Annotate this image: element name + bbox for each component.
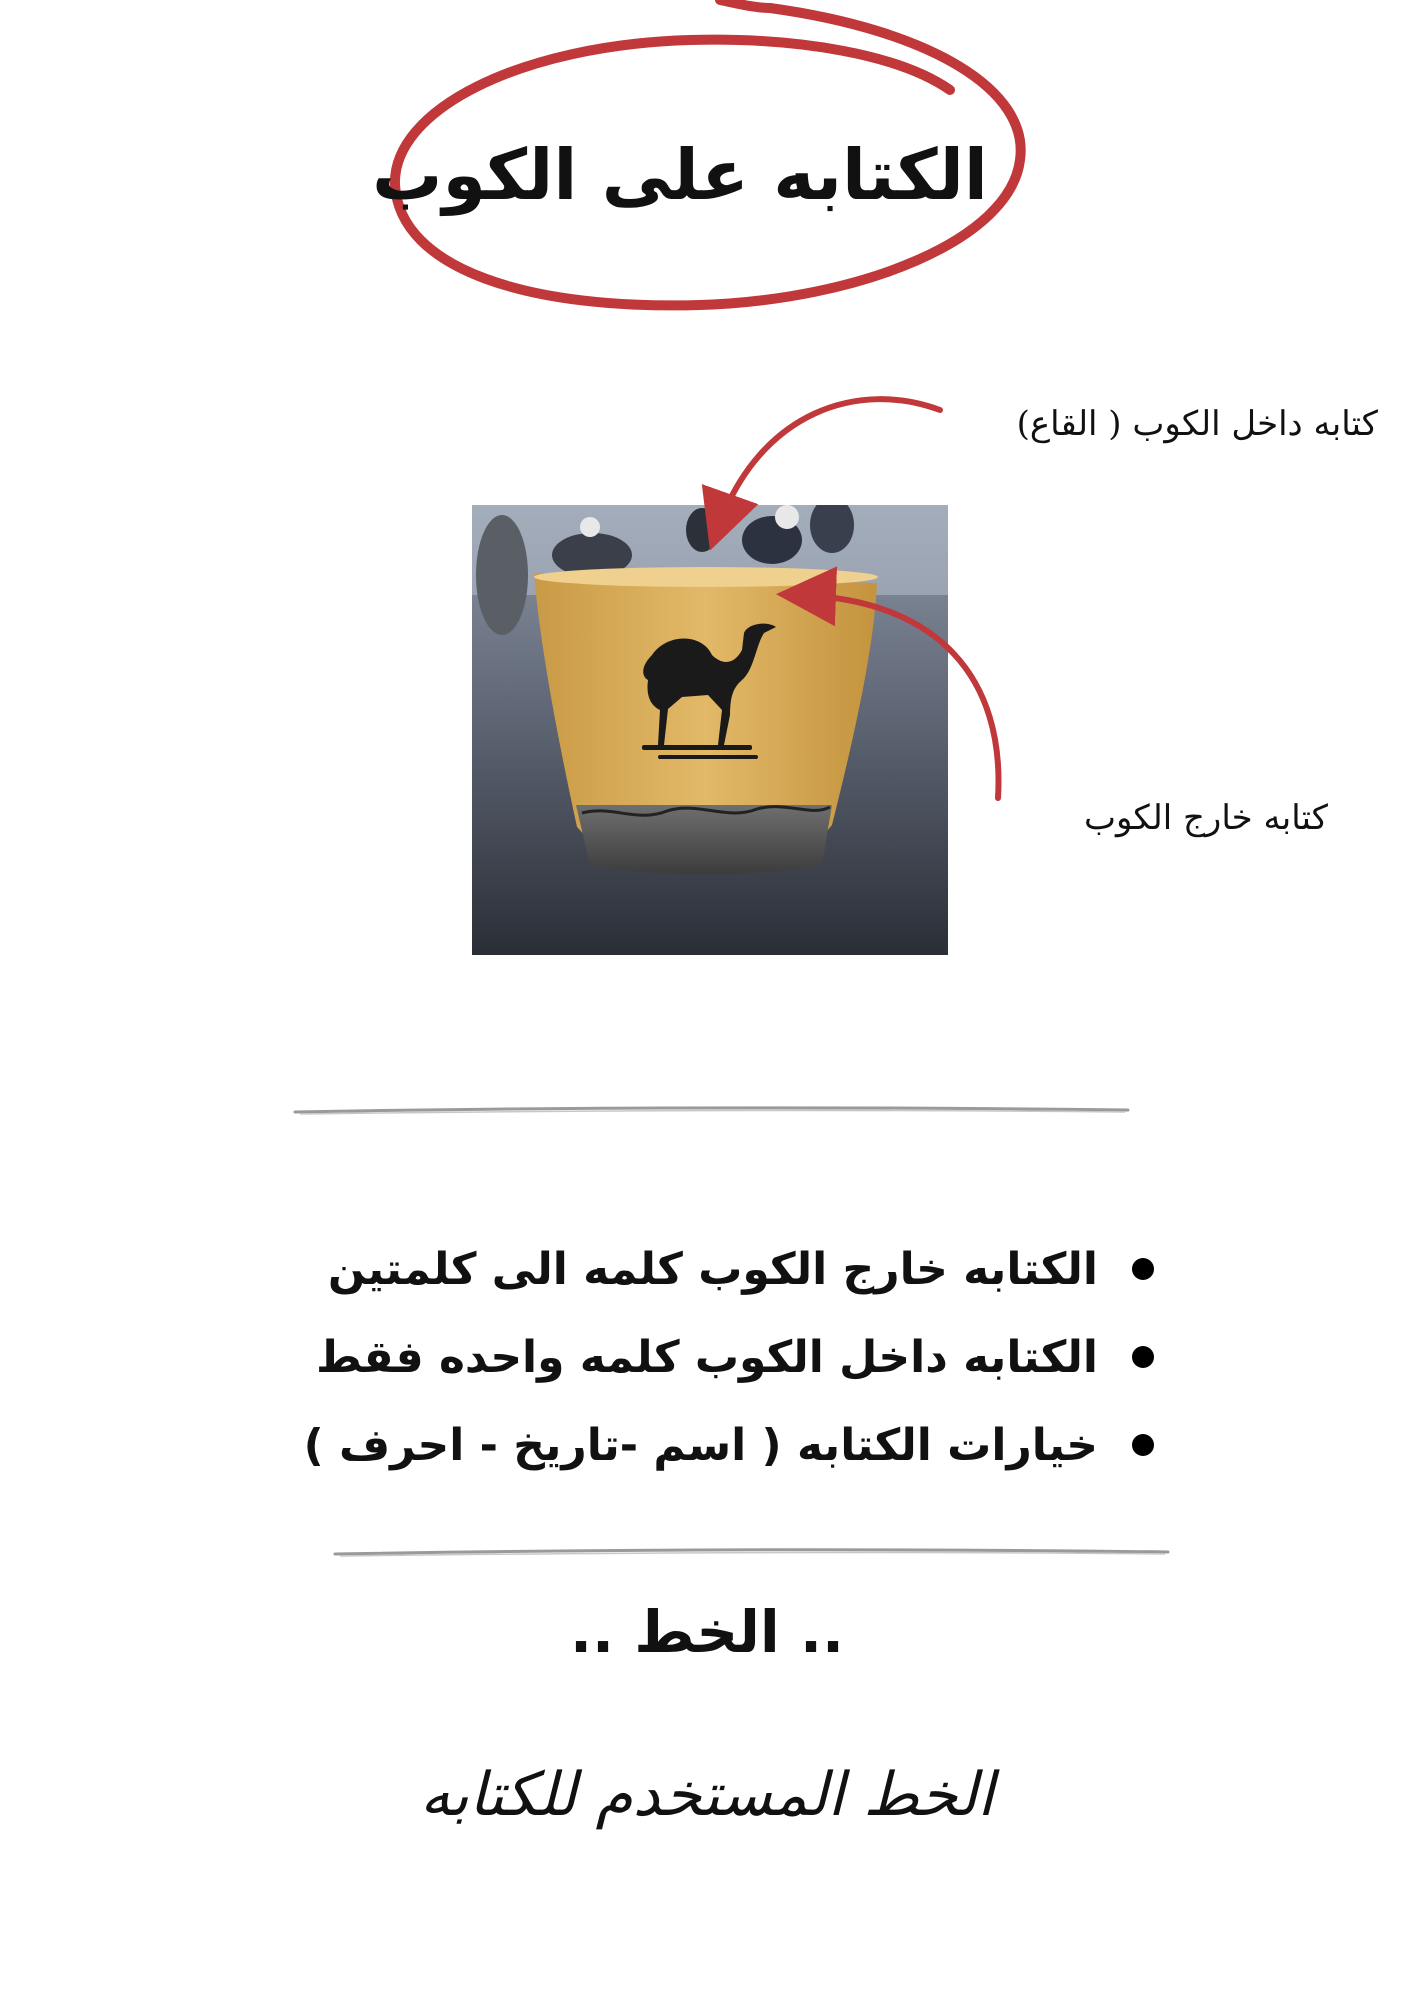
page-title: الكتابه على الكوب bbox=[372, 134, 988, 216]
list-item bbox=[304, 1313, 1154, 1401]
bullet-icon bbox=[1132, 1434, 1154, 1456]
font-section-heading: .. الخط .. bbox=[569, 1598, 845, 1666]
list-item-text: خيارات الكتابه ( اسم -تاريخ - احرف ) bbox=[303, 1419, 1098, 1471]
bullet-icon bbox=[1132, 1346, 1154, 1368]
divider bbox=[0, 1100, 1414, 1120]
list-item-text: الكتابه خارج الكوب كلمه الى كلمتين bbox=[327, 1243, 1098, 1295]
divider bbox=[0, 1544, 1414, 1564]
list-item bbox=[304, 1401, 1154, 1489]
writing-rules-list bbox=[304, 1225, 1154, 1489]
bullet-icon bbox=[1132, 1258, 1154, 1280]
callout-inside-label: كتابه داخل الكوب ( القاع) bbox=[1016, 404, 1378, 444]
list-item bbox=[304, 1225, 1154, 1313]
callout-outside-label: كتابه خارج الكوب bbox=[1083, 798, 1328, 838]
cup-photo bbox=[472, 505, 948, 955]
list-item-text: الكتابه داخل الكوب كلمه واحده فقط bbox=[316, 1331, 1098, 1383]
font-sample-text: الخط المستخدم للكتابه bbox=[420, 1760, 994, 1830]
